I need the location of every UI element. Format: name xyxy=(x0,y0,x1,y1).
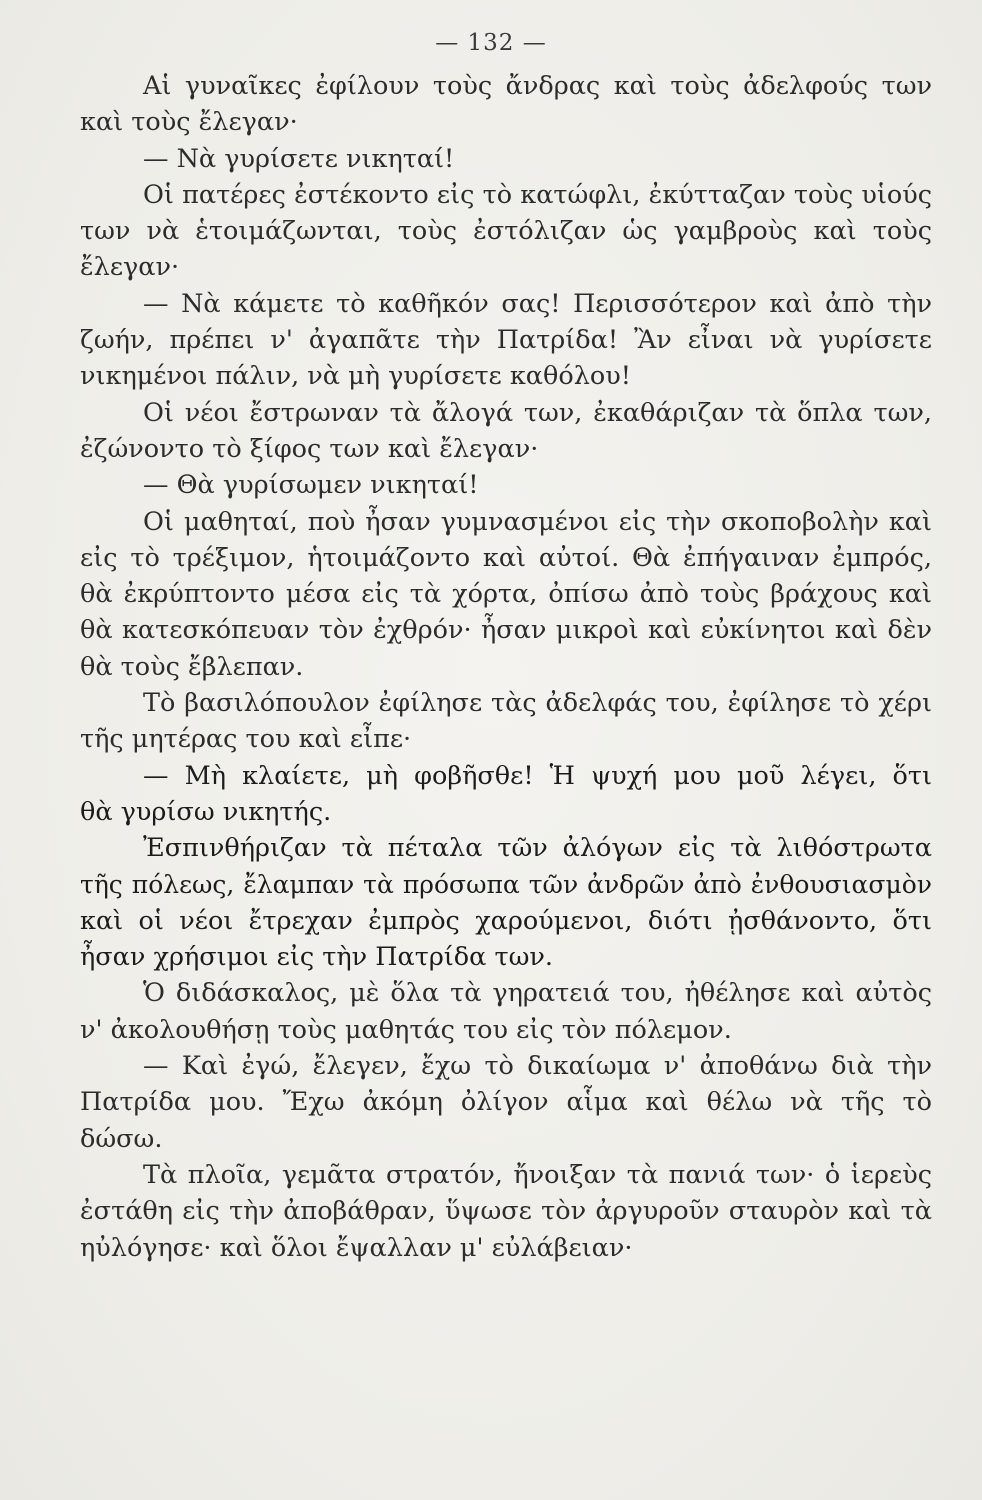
dialogue-line: — Μὴ κλαίετε, μὴ φοβῆσθε! Ἡ ψυχή μου μοῦ λέγει, ὅτι xyxy=(143,760,932,791)
text-line: θὰ γυρίσω νικητής. xyxy=(80,796,332,827)
text-line: Οἱ πατέρες ἐστέκοντο εἰς τὸ κατώφλι, ἐκύτταζαν τοὺς υἱούς xyxy=(143,179,932,210)
text-line: Ὁ διδάσκαλος, μὲ ὅλα τὰ γηρατειά του, ἠθέλησε καὶ αὐτὸς xyxy=(143,978,932,1009)
text-line: ζωήν, πρέπει ν' ἀγαπᾶτε τὴν Πατρίδα! Ἂν εἶναι νὰ γυρίσετε xyxy=(80,325,932,356)
text-line: ἐζώνοντο τὸ ξίφος των καὶ ἔλεγαν· xyxy=(80,433,539,464)
text-line: Τὰ πλοῖα, γεμᾶτα στρατόν, ἤνοιξαν τὰ πανιά των· ὁ ἱερεὺς xyxy=(143,1159,932,1190)
text-line: των νὰ ἑτοιμάζωνται, τοὺς ἐστόλιζαν ὡς γαμβροὺς καὶ τοὺς xyxy=(80,216,932,247)
text-line: τῆς μητέρας του καὶ εἶπε· xyxy=(80,724,412,755)
text-line: ν' ἀκολουθήσῃ τοὺς μαθητάς του εἰς τὸν πόλεμον. xyxy=(80,1014,732,1045)
text-line: δώσω. xyxy=(80,1123,163,1154)
text-line: εἰς τὸ τρέξιμον, ἡτοιμάζοντο καὶ αὐτοί. Θὰ ἐπήγαιναν ἐμπρός, xyxy=(80,542,932,573)
text-line: Ἐσπινθήριζαν τὰ πέταλα τῶν ἀλόγων εἰς τὰ λιθόστρωτα xyxy=(143,833,932,864)
text-line: Τὸ βασιλόπουλον ἐφίλησε τὰς ἀδελφάς του, ἐφίλησε τὸ χέρι xyxy=(143,688,932,719)
dialogue-line: — Θὰ γυρίσωμεν νικηταί! xyxy=(143,470,479,501)
text-line: ἔλεγαν· xyxy=(80,252,180,283)
text-line: ἦσαν χρήσιμοι εἰς τὴν Πατρίδα των. xyxy=(80,942,553,973)
text-line: νικημένοι πάλιν, νὰ μὴ γυρίσετε καθόλου! xyxy=(80,361,631,392)
text-line: τῆς πόλεως, ἔλαμπαν τὰ πρόσωπα τῶν ἀνδρῶν ἀπὸ ἐνθουσιασμὸν xyxy=(80,869,932,899)
dialogue-line: — Νὰ κάμετε τὸ καθῆκόν σας! Περισσότερον καὶ ἀπὸ τὴν xyxy=(143,288,932,319)
page-number: — 132 — xyxy=(435,30,547,56)
text-line: Αἱ γυναῖκες ἐφίλουν τοὺς ἄνδρας καὶ τοὺς ἀδελφούς των xyxy=(143,71,932,101)
text-line: θὰ κατεσκόπευαν τὸν ἐχθρόν· ἦσαν μικροὶ καὶ εὐκίνητοι καὶ δὲν xyxy=(80,615,932,646)
text-line: ηὐλόγησε· καὶ ὅλοι ἔψαλλαν μ' εὐλάβειαν· xyxy=(80,1232,633,1263)
text-line: Οἱ νέοι ἔστρωναν τὰ ἄλογά των, ἐκαθάριζαν τὰ ὅπλα των, xyxy=(143,397,932,428)
text-line: θὰ ἐκρύπτοντο μέσα εἰς τὰ χόρτα, ὀπίσω ἀπὸ τοὺς βράχους καὶ xyxy=(80,579,932,610)
text-line: θὰ τοὺς ἔβλεπαν. xyxy=(80,651,304,682)
body-text xyxy=(80,68,932,1266)
text-line: Οἱ μαθηταί, ποὺ ἦσαν γυμνασμένοι εἰς τὴν σκοποβολὴν καὶ xyxy=(143,506,932,537)
dialogue-line: — Καὶ ἐγώ, ἔλεγεν, ἔχω τὸ δικαίωμα ν' ἀποθάνω διὰ τὴν xyxy=(143,1051,932,1082)
text-line: καὶ τοὺς ἔλεγαν· xyxy=(80,107,298,138)
text-line: ἐστάθη εἰς τὴν ἀποβάθραν, ὕψωσε τὸν ἀργυροῦν σταυρὸν καὶ τὰ xyxy=(80,1196,932,1227)
text-line: καὶ οἱ νέοι ἔτρεχαν ἐμπρὸς χαρούμενοι, διότι ᾐσθάνοντο, ὅτι xyxy=(80,905,932,936)
text-line: Πατρίδα μου. Ἔχω ἀκόμη ὀλίγον αἷμα καὶ θέλω νὰ τῆς τὸ xyxy=(80,1087,932,1118)
dialogue-line: — Νὰ γυρίσετε νικηταί! xyxy=(143,143,455,174)
